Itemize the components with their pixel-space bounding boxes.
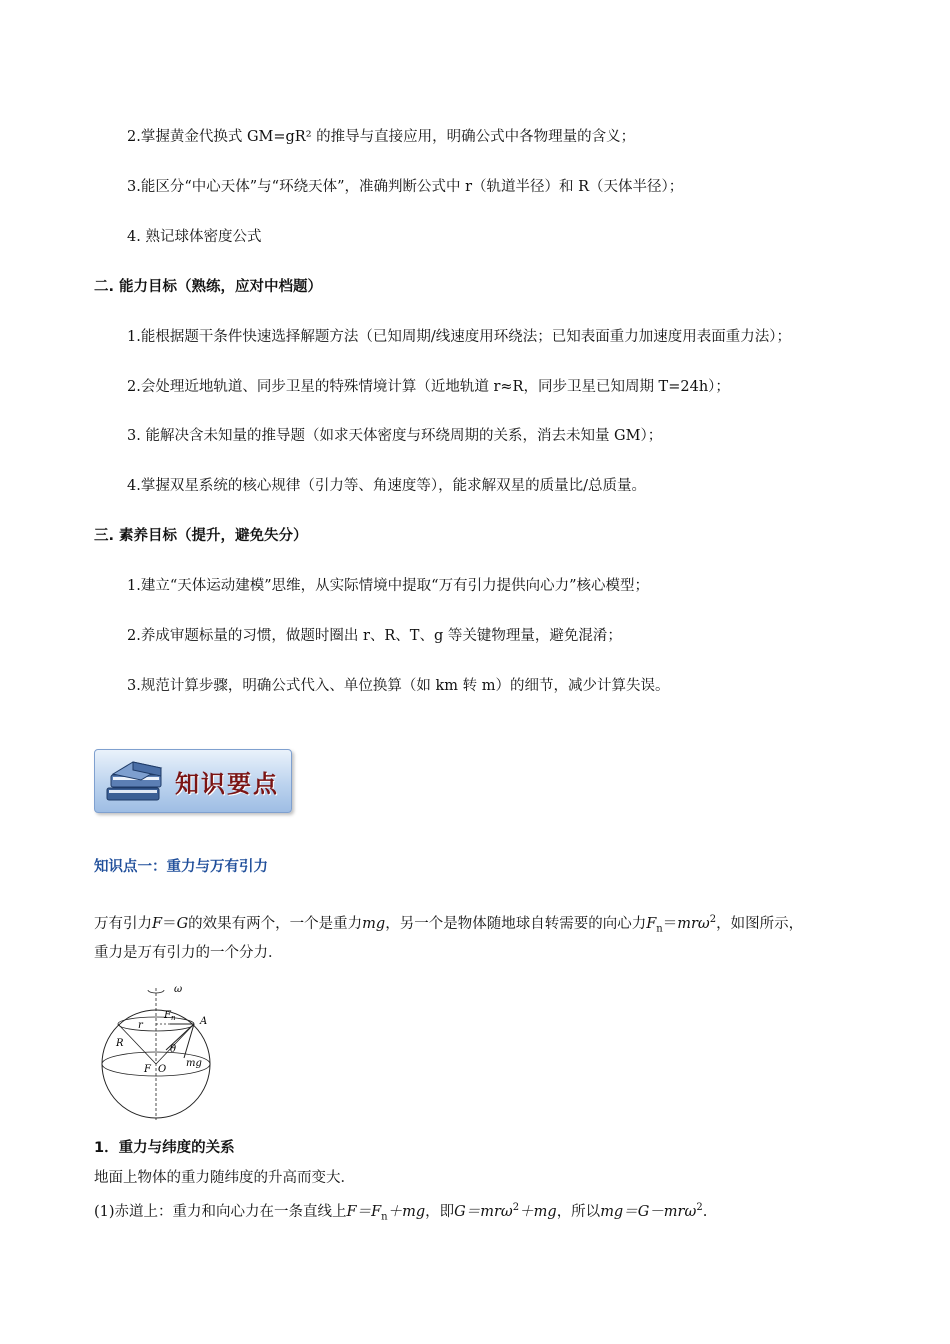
knowledge-point-title: 知识点一：重力与万有引力 bbox=[94, 859, 268, 875]
objective-item: 3.能区分“中心天体”与“环绕天体”，准确判断公式中 r（轨道半径）和 R（天体半径）； bbox=[127, 179, 684, 195]
objective-item: 3. 能解决含未知量的推导题（如求天体密度与环绕周期的关系，消去未知量 GM）； bbox=[127, 428, 663, 444]
objective-item: 3.规范计算步骤，明确公式代入、单位换算（如 km 转 m）的细节，减少计算失误。 bbox=[127, 678, 670, 694]
paragraph: 地面上物体的重力随纬度的升高而变大． bbox=[94, 1170, 355, 1186]
knowledge-points-banner bbox=[94, 749, 292, 813]
big-r-label: R bbox=[116, 1038, 124, 1049]
section-heading: 二. 能力目标（熟练，应对中档题） bbox=[94, 279, 323, 295]
theta-label: θ bbox=[170, 1044, 177, 1055]
o-label: O bbox=[158, 1064, 167, 1075]
f-label: F bbox=[144, 1064, 151, 1075]
books-icon bbox=[103, 758, 167, 804]
objective-item: 2.掌握黄金代换式 GM=gR² 的推导与直接应用，明确公式中各物理量的含义； bbox=[127, 129, 636, 145]
objective-item: 1.建立“天体运动建模”思维，从实际情境中提取“万有引力提供向心力”核心模型； bbox=[127, 578, 649, 594]
omega-label: ω bbox=[174, 984, 183, 995]
paragraph: 万有引力F＝G的效果有两个，一个是重力mg，另一个是物体随地球自转需要的向心力$F_n=mr\omega^2$，如图所示， bbox=[94, 914, 804, 935]
fn-label: $F_n$ bbox=[164, 1010, 176, 1022]
r-label: r bbox=[138, 1020, 143, 1031]
subsection-title: 1．重力与纬度的关系 bbox=[94, 1140, 235, 1156]
gravity-diagram bbox=[94, 980, 224, 1122]
paragraph: 重力是万有引力的一个分力． bbox=[94, 945, 283, 961]
objective-item: 2.会处理近地轨道、同步卫星的特殊情境计算（近地轨道 r≈R，同步卫星已知周期 T=24h）； bbox=[127, 379, 730, 395]
banner-title: 知识要点 bbox=[175, 770, 279, 798]
objective-item: 4. 熟记球体密度公式 bbox=[127, 229, 262, 245]
point-a-label: A bbox=[200, 1016, 208, 1027]
paragraph: (1)赤道上：重力和向心力在一条直线上$F=F_n+mg$，即G＝mrω$^2$＋mg，所以mg＝G－mrω$^2$. bbox=[94, 1202, 708, 1223]
objective-item: 2.养成审题标量的习惯，做题时圈出 r、R、T、g 等关键物理量，避免混淆； bbox=[127, 628, 622, 644]
section-heading: 三. 素养目标（提升，避免失分） bbox=[94, 528, 308, 544]
objective-item: 4.掌握双星系统的核心规律（引力等、角速度等），能求解双星的质量比/总质量。 bbox=[127, 478, 646, 494]
objective-item: 1.能根据题干条件快速选择解题方法（已知周期/线速度用环绕法；已知表面重力加速度用表面重力法）； bbox=[127, 329, 791, 345]
mg-label: mg bbox=[186, 1058, 202, 1069]
